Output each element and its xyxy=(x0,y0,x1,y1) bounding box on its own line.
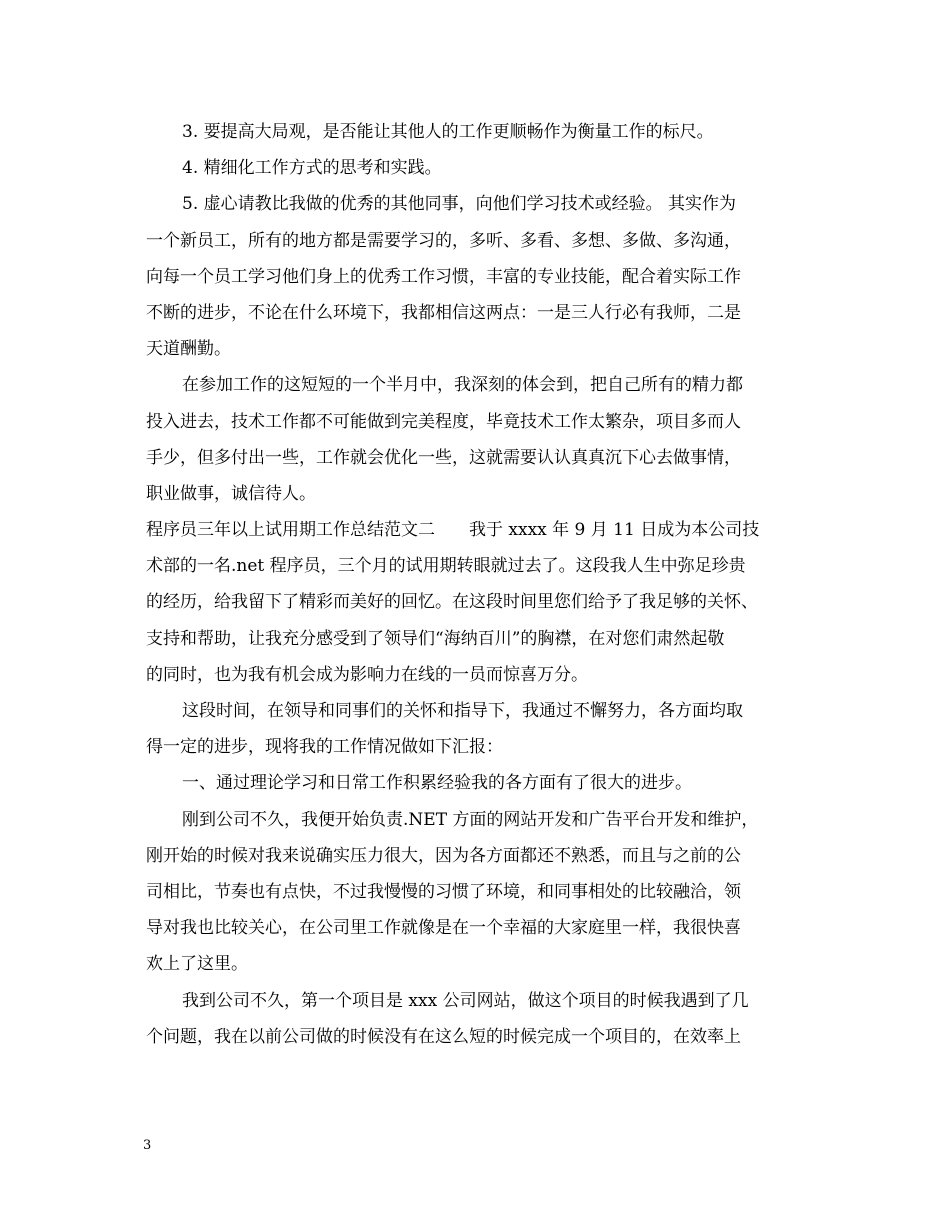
text-line: 不断的进步，不论在什么环境下，我都相信这两点：一是三人行必有我师，二是 xyxy=(146,303,741,323)
text-line: 这段时间，在领导和同事们的关怀和指导下，我通过不懈努力，各方面均取 xyxy=(182,701,743,721)
text-line: 4. 精细化工作方式的思考和实践。 xyxy=(182,158,442,178)
page-number: 3 xyxy=(143,1138,152,1153)
text-line: 得一定的进步，现将我的工作情况做如下汇报： xyxy=(146,737,503,757)
text-line: 5. 虚心请教比我做的优秀的其他同事，向他们学习技术或经验。 其实作为 xyxy=(182,194,737,214)
text-line: 职业做事，诚信待人。 xyxy=(146,484,316,504)
text-line: 天道酬勤。 xyxy=(146,339,231,359)
text-line: 我到公司不久，第一个项目是 xxx 公司网站，做这个项目的时候我遇到了几 xyxy=(182,991,749,1011)
text-line: 个问题，我在以前公司做的时候没有在这么短的时候完成一个项目的，在效率上 xyxy=(146,1027,741,1047)
text-line: 一个新员工，所有的地方都是需要学习的，多听、多看、多想、多做、多沟通， xyxy=(146,231,741,251)
text-line: 一、通过理论学习和日常工作积累经验我的各方面有了很大的进步。 xyxy=(182,773,692,793)
text-line: 导对我也比较关心，在公司里工作就像是在一个幸福的大家庭里一样，我很快喜 xyxy=(146,918,741,938)
text-line: 司相比，节奏也有点快，不过我慢慢的习惯了环境，和同事相处的比较融洽，领 xyxy=(146,882,741,902)
text-line: 在参加工作的这短短的一个半月中，我深刻的体会到，把自己所有的精力都 xyxy=(182,375,743,395)
text-line: 投入进去，技术工作都不可能做到完美程度，毕竟技术工作太繁杂，项目多而人 xyxy=(146,412,741,432)
text-line: 3. 要提高大局观，是否能让其他人的工作更顺畅作为衡量工作的标尺。 xyxy=(182,122,714,142)
text-line: 刚开始的时候对我来说确实压力很大，因为各方面都还不熟悉，而且与之前的公 xyxy=(146,846,741,866)
text-line: 刚到公司不久，我便开始负责.NET 方面的网站开发和广告平台开发和维护， xyxy=(182,810,759,830)
text-line: 程序员三年以上试用期工作总结范文二 我于 xxxx 年 9 月 11 日成为本公司技 xyxy=(146,520,760,540)
text-line: 欢上了这里。 xyxy=(146,954,248,974)
text-line: 的同时，也为我有机会成为影响力在线的一员而惊喜万分。 xyxy=(146,665,588,685)
text-line: 向每一个员工学习他们身上的优秀工作习惯，丰富的专业技能，配合着实际工作 xyxy=(146,267,741,287)
text-line: 术部的一名.net 程序员，三个月的试用期转眼就过去了。这段我人生中弥足珍贵 xyxy=(146,556,746,576)
text-line: 的经历，给我留下了精彩而美好的回忆。在这段时间里您们给予了我足够的关怀、 xyxy=(146,592,758,612)
text-line: 手少，但多付出一些，工作就会优化一些，这就需要认认真真沉下心去做事情， xyxy=(146,448,741,468)
text-line: 支持和帮助，让我充分感受到了领导们“海纳百川”的胸襟，在对您们肃然起敬 xyxy=(146,629,725,649)
